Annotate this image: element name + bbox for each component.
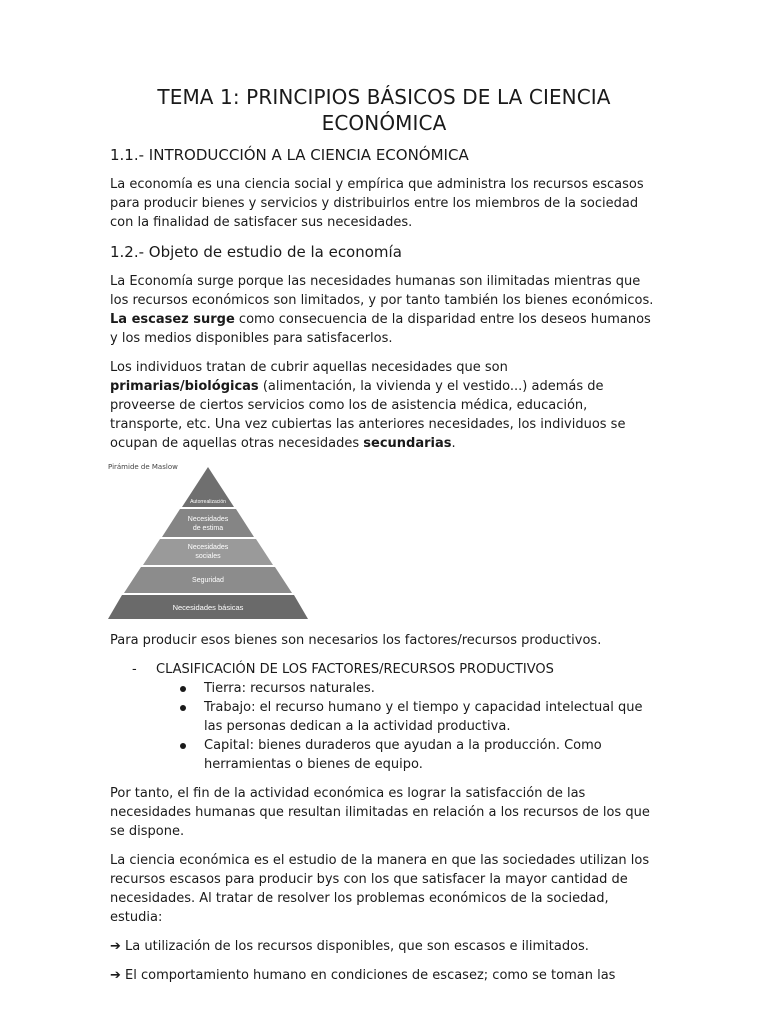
paragraph-factors-intro: Para producir esos bienes son necesarios los factores/recursos productivos. xyxy=(110,633,602,648)
list-item xyxy=(180,698,658,736)
text-span: La Economía surge porque las necesidades humanas son ilimitadas mientras que los recursos económicos son limitados, y por tanto también los bienes económicos. xyxy=(110,274,654,308)
list-item-text: Tierra: recursos naturales. xyxy=(204,681,375,696)
bullet-icon xyxy=(180,743,186,749)
paragraph-purpose: Por tanto, el fin de la actividad económica es lograr la satisfacción de las necesidades humanas que resultan ilimitadas en relación a los recursos de los que se dispone. xyxy=(110,786,650,839)
text-span: como consecuencia de la disparidad entre los deseos humanos y los medios disponibles para satisfacerlos. xyxy=(110,312,651,346)
pyramid-title: Pirámide de Maslow xyxy=(108,463,178,471)
dash-marker: - xyxy=(132,662,137,677)
pyramid-label-5: Necesidades básicas xyxy=(172,603,244,612)
pyramid-label-1: Autorrealización xyxy=(190,499,226,505)
bold-scarcity: La escasez surge xyxy=(110,312,235,327)
factors-list-title: CLASIFICACIÓN DE LOS FACTORES/RECURSOS PRODUCTIVOS xyxy=(156,662,554,677)
document-title: TEMA 1: PRINCIPIOS BÁSICOS DE LA CIENCIA ECONÓMICA xyxy=(157,85,611,135)
list-item-text: Trabajo: el recurso humano y el tiempo y capacidad intelectual que las personas dedican a la actividad productiva. xyxy=(204,700,643,734)
text-span: Los individuos tratan de cubrir aquellas necesidades que son xyxy=(110,360,508,375)
pyramid-level-3 xyxy=(143,539,273,565)
pyramid-label-3: Necesidades sociales xyxy=(187,544,229,560)
bold-secondary: secundarias xyxy=(363,436,452,451)
list-item xyxy=(180,679,658,698)
list-item-text: Capital: bienes duraderos que ayudan a la producción. Como herramientas o bienes de equipo. xyxy=(204,738,602,772)
list-item xyxy=(180,736,658,774)
arrow-point-resources: ➔ La utilización de los recursos disponibles, que son escasos e ilimitados. xyxy=(110,939,589,954)
section-heading-object: 1.2.- Objeto de estudio de la economía xyxy=(110,243,402,261)
bold-primary: primarias/biológicas xyxy=(110,379,259,394)
text-span: . xyxy=(451,436,456,451)
paragraph-needs xyxy=(110,358,658,453)
maslow-pyramid-figure xyxy=(108,463,308,619)
paragraph-economic-science: La ciencia económica es el estudio de la manera en que las sociedades utilizan los recursos escasos para producir bys con los que satisfacer la mayor cantidad de necesidades. Al tratar de resolver los problemas económicos de la sociedad, estudia: xyxy=(110,853,650,925)
bullet-icon xyxy=(180,686,186,692)
pyramid-label-2: Necesidades de estima xyxy=(187,516,229,532)
document-page xyxy=(110,84,658,995)
text-span: (alimentación, la vivienda y el vestido...) además de proveerse de ciertos servicios como los de asistencia médica, educación, transporte, etc. Una vez cubiertas las anteriores necesidades, los individuos se ocupan de aquellas otras necesidades xyxy=(110,379,626,451)
factors-list-heading xyxy=(132,660,658,679)
bullet-icon xyxy=(180,705,186,711)
paragraph-definition: La economía es una ciencia social y empírica que administra los recursos escasos para producir bienes y servicios y distribuirlos entre los miembros de la sociedad con la finalidad de satisfacer sus necesidades. xyxy=(110,177,644,230)
paragraph-scarcity xyxy=(110,272,658,348)
arrow-point-behaviour: ➔ El comportamiento humano en condiciones de escasez; como se toman las xyxy=(110,968,616,983)
pyramid-label-4: Seguridad xyxy=(192,577,224,584)
pyramid-level-2 xyxy=(162,509,254,537)
section-heading-intro: 1.1.- INTRODUCCIÓN A LA CIENCIA ECONÓMICA xyxy=(110,146,469,164)
maslow-pyramid xyxy=(108,463,308,619)
factors-list xyxy=(180,679,658,774)
